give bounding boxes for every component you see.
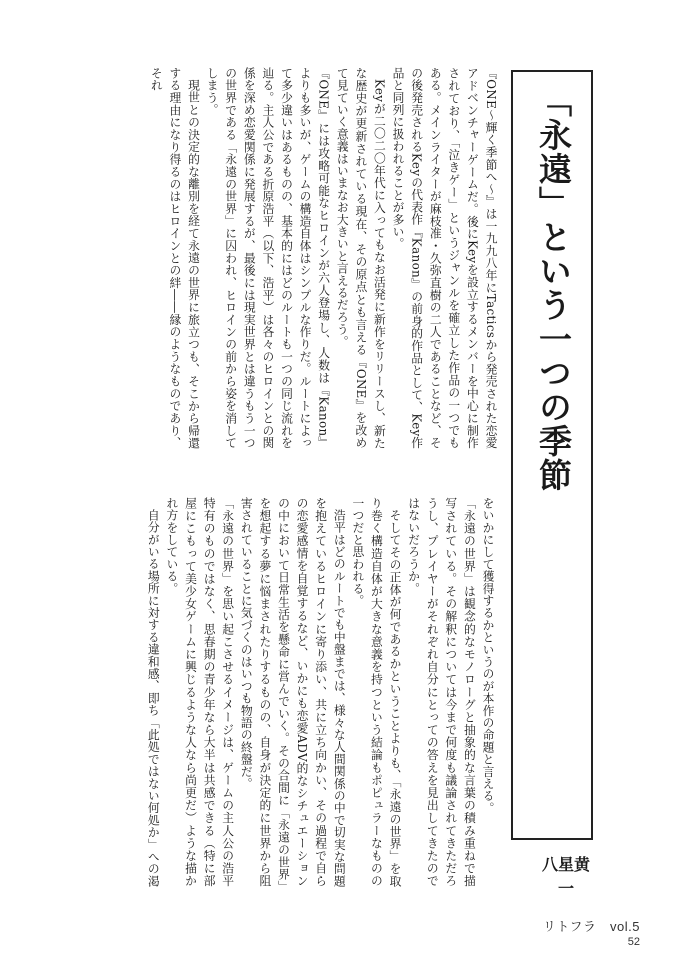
paragraph: 浩平はどのルートでも中盤までは、様々な人間関係の中で切実な問題を抱えているヒロインに寄り添い、共に立ち向かい、その過程で自らの恋愛感情を自覚するなど、いかにも恋愛ADV的なシチュエーションの中において日常生活を懸命に営んでいく。その合間に「永遠の世界」を想起する夢に悩まされたりするものの、自身が決定的に世界から阻害されていることに気づくのはいつも物語の終盤だ。: [239, 497, 347, 887]
paragraph: そしてその正体が何であるかということよりも、「永遠の世界」を取り巻く構造自体が大きな意義を持つという結論もポピュラーなものの一つだと思われる。: [350, 497, 403, 887]
paragraph: 「永遠の世界」は観念的なモノローグと抽象的な言葉の積み重ねで描写されている。その解釈については今まで何度も議論されてきただろうし、プレイヤーがそれぞれ自分にとっての答えを見出してきたのではないだろうか。: [406, 497, 477, 887]
body-column-bottom: [103, 497, 497, 887]
page-footer: [500, 919, 640, 949]
article-title: 「永遠」という一つの季節: [534, 84, 573, 492]
paragraph: 『ONE～輝く季節へ～』は一九九八年にTacticsから発売された恋愛アドベンチャーゲームだ。後にKeyを設立するメンバーを中心に制作されており、「泣きゲー」というジャンルを確立した作品の一つでもある。メインライターが麻枝准・久弥直樹の二人であることなど、その後発売されるKeyの代表作『Kanon』の前身的作品として、Key作品と同列に扱われることが多い。: [391, 67, 498, 449]
paragraph: をいかにして獲得するかというのが本作の命題と言える。: [481, 497, 495, 815]
paragraph: 『ONE』には攻略可能なヒロインが六人登場し、人数は『Kanon』よりも多いが、ゲームの構造自体はシンプルな作りだ。ルートによって多少違いはあるものの、基本的にはどのルートも一つの同じ流れを辿る。主人公である折原浩平（以下、浩平）は各々のヒロインとの関係を深め恋愛関係に発展するが、最後には現実世界とは違うもう一つの世界である「永遠の世界」に囚われ、ヒロインの前から姿を消してしまう。: [205, 67, 331, 449]
body-column-top: [96, 67, 500, 449]
paragraph: 「永遠の世界」を思い起こさせるイメージは、ゲームの主人公の浩平特有のものではなく、思春期の青少年なら大半は共感できる（特に部屋にこもって美少女ゲームに興じるような人なら尚更だ）ような描かれ方をしている。: [164, 497, 235, 887]
paragraph: 自分がいる場所に対する違和感、即ち「此処ではない何処か」への渇: [146, 508, 161, 887]
paragraph: Keyが二〇二〇年代に入ってもなお活発に新作をリリースし、新たな歴史が更新されている現在、その原点とも言える『ONE』を改めて見ていく意義はいまなお大きいと言えるだろう。: [335, 67, 387, 449]
magazine-name: リトフラ vol.5: [542, 919, 640, 934]
title-box: [511, 70, 593, 840]
author-name: 八星黄一: [541, 855, 590, 898]
page-number: 52: [627, 936, 640, 948]
paragraph: 現世との決定的な離別を経て永遠の世界に旅立つも、そこから帰還する理由になり得るのはヒロインとの絆――縁のようなものであり、それ: [149, 67, 201, 449]
